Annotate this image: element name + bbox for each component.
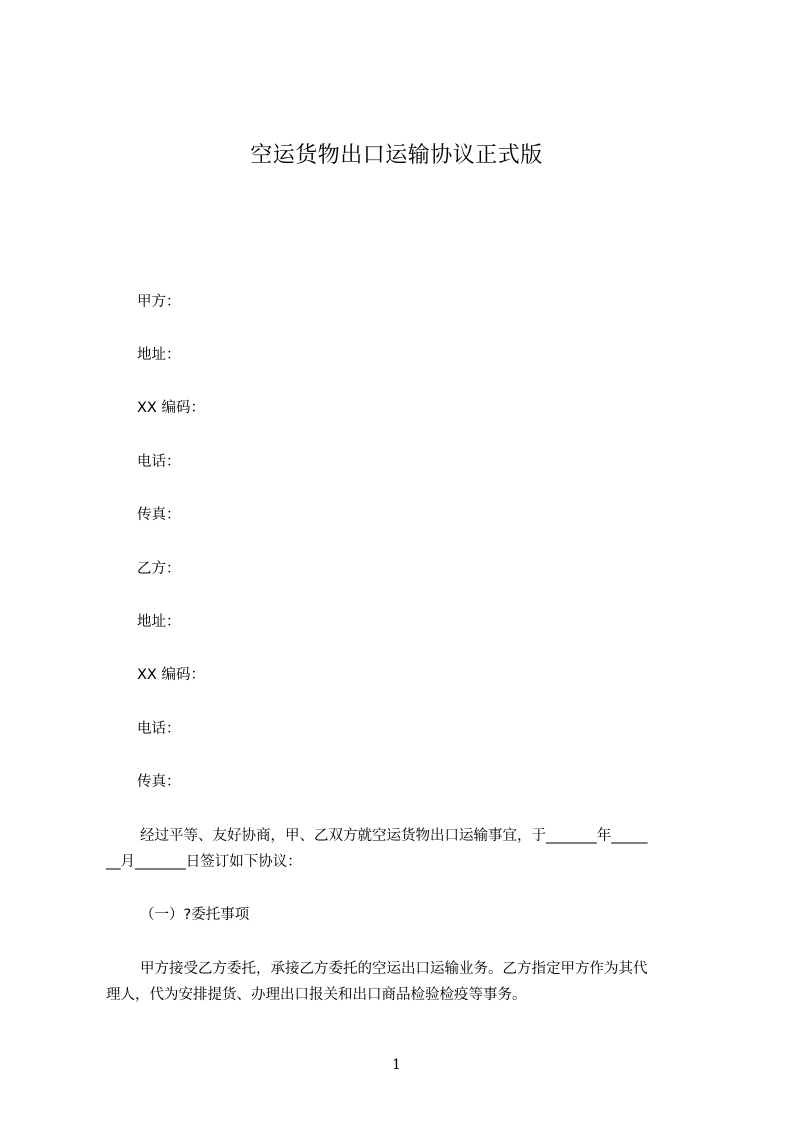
- party-b-address-label: 地址：: [137, 614, 181, 630]
- section-1-heading: （一）?委托事项: [140, 907, 250, 923]
- party-a-fax-label: 传真：: [137, 507, 181, 523]
- page-number: 1: [392, 1057, 401, 1073]
- party-a-postcode-label: XX 编码：: [137, 400, 205, 416]
- party-a-phone-label: 电话：: [137, 454, 181, 470]
- party-b-name-label: 乙方：: [137, 561, 181, 577]
- party-b-fax-label: 传真：: [137, 774, 181, 790]
- party-a-name-label: 甲方：: [137, 294, 181, 310]
- party-a-address-label: 地址：: [137, 347, 181, 363]
- intro-line-2: __月_______日签订如下协议：: [106, 854, 302, 870]
- section-1-line-1: 甲方接受乙方委托，承接乙方委托的空运出口运输业务。乙方指定甲方作为其代: [140, 961, 648, 977]
- intro-line-1: 经过平等、友好协商，甲、乙双方就空运货物出口运输事宜，于_______年_____: [140, 828, 648, 844]
- party-b-phone-label: 电话：: [137, 721, 181, 737]
- document-title: 空运货物出口运输协议正式版: [250, 143, 543, 168]
- section-1-line-2: 理人，代为安排提货、办理出口报关和出口商品检验检疫等事务。: [106, 987, 527, 1003]
- party-b-postcode-label: XX 编码：: [137, 667, 205, 683]
